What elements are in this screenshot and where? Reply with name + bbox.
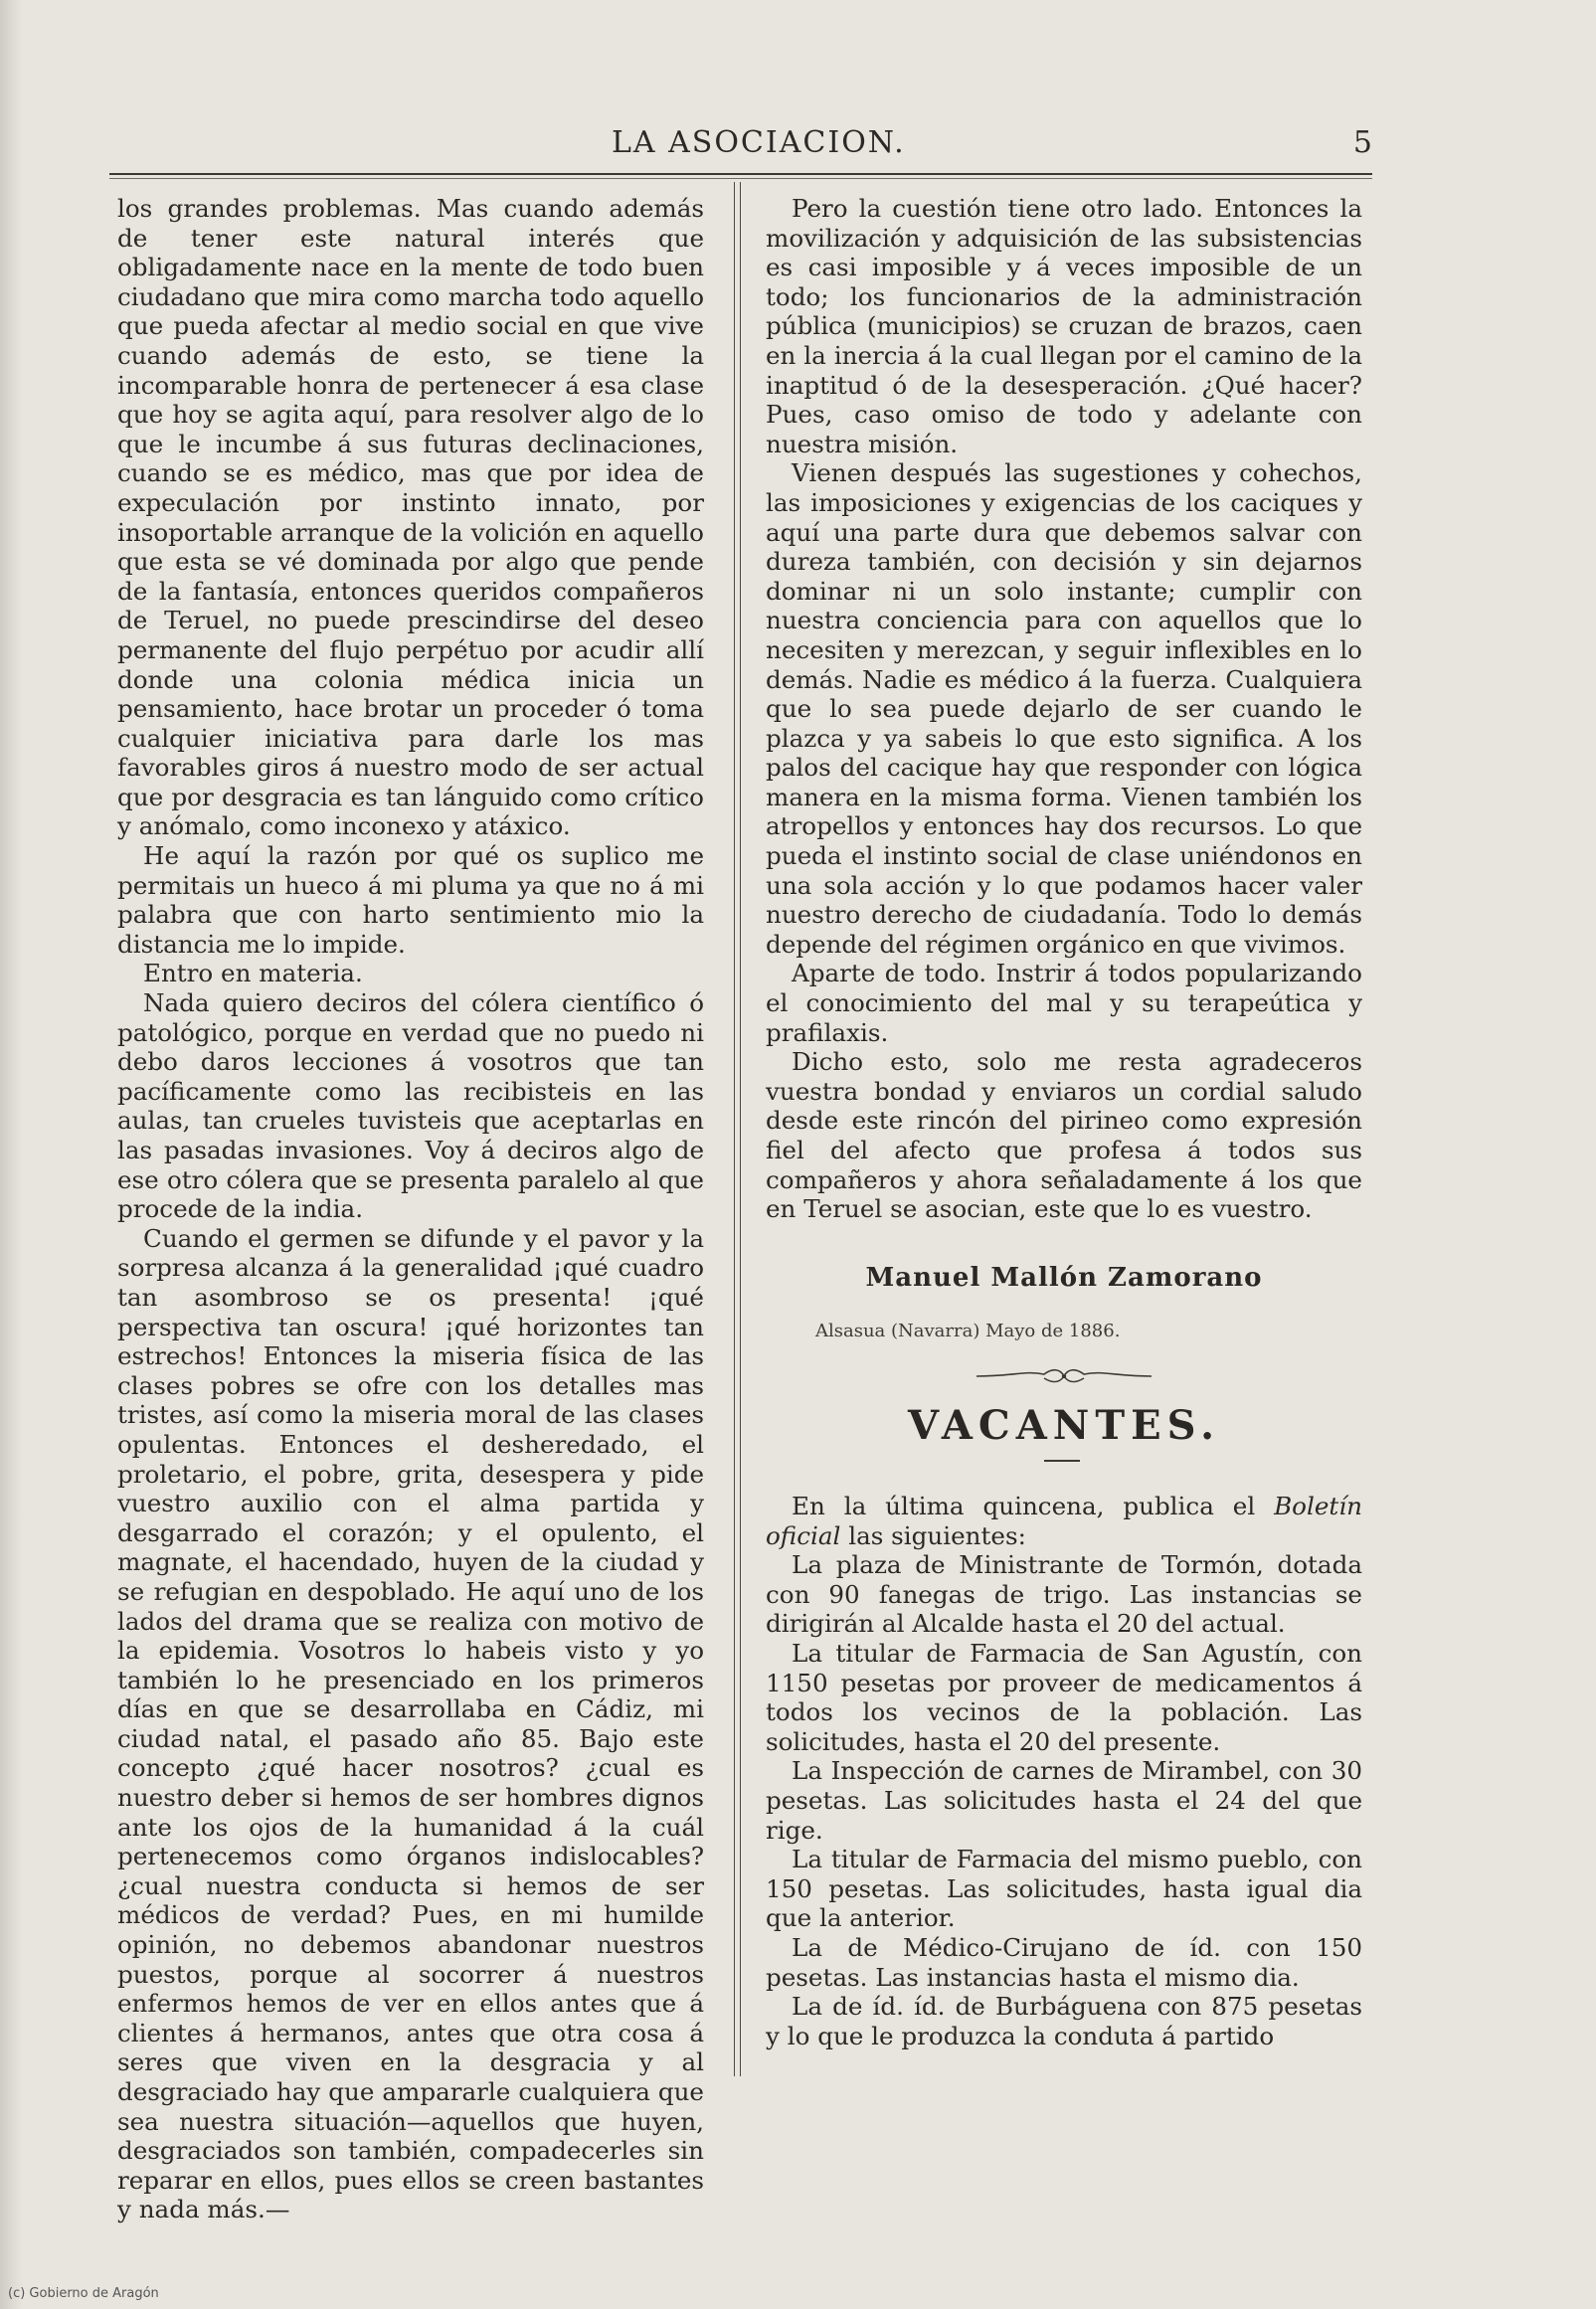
column-divider bbox=[734, 182, 741, 2076]
paragraph: Entro en materia. bbox=[143, 959, 363, 988]
paragraph: los grandes problemas. Mas cuando además de tener este natural interés que obligadamente nace en la mente de todo buen ciudadano que mira como marcha todo aquello que pueda afectar al medio social en que vive cuando además de esto, se tiene la incomparable honra de pertenecer á esa clase que hoy se agita aquí, para resolver algo de lo que le incumbe á sus futuras declinaciones, cuando se es médico, mas que por idea de expeculación por instinto innato, por insoportable arranque de la volición en aquello que esta se vé dominada por algo que pende de la fantasía, entonces queridos compañeros de Teruel, no puede prescindirse del deseo permanente del flujo perpétuo por acudir allí donde una colonia médica inicia un pensamiento, hace brotar un proceder ó toma cualquier iniciativa para darle los mas favorables giros á nuestro modo de ser actual que por desgracia es tan lánguido como crítico y anómalo, como inconexo y atáxico. bbox=[117, 194, 704, 841]
vacancy-item: La plaza de Ministrante de Tormón, dotada con 90 fanegas de trigo. Las instancias se dirigirán al Alcalde hasta el 20 del actual. bbox=[766, 1550, 1362, 1639]
paragraph: Nada quiero deciros del cólera científico ó patológico, porque en verdad que no puedo ni debo daros lecciones á vosotros que tan pacíficamente como las recibisteis en las aulas, tan crueles tuvisteis que aceptarlas en las pasadas invasiones. Voy á deciros algo de ese otro cólera que se presenta paralelo al que procede de la india. bbox=[117, 988, 704, 1224]
section-rule bbox=[1044, 1460, 1080, 1462]
author-signature: Manuel Mallón Zamorano bbox=[865, 1263, 1263, 1293]
paragraph: Pero la cuestión tiene otro lado. Entonces la movilización y adquisición de las subsistencias es casi imposible y á veces imposible de un todo; los funcionarios de la administración pública (municipios) se cruzan de brazos, caen en la inercia á la cual llegan por el camino de la inaptitud ó de la desesperación. ¿Qué hacer? Pues, caso omiso de todo y adelante con nuestra misión. bbox=[766, 194, 1362, 458]
dateline: Alsasua (Navarra) Mayo de 1886. bbox=[815, 1321, 1121, 1341]
vacancy-item: La de íd. íd. de Burbáguena con 875 pesetas y lo que le produzca la conduta á partido bbox=[766, 1992, 1362, 2050]
left-column bbox=[117, 194, 704, 2224]
paragraph: Vienen después las sugestiones y cohechos, las imposiciones y exigencias de los caciques y aquí una parte dura que debemos salvar con dureza también, con decisión y sin dejarnos dominar ni un solo instante; cumplir con nuestra conciencia para con aquellos que lo necesiten y merezcan, y seguir inflexibles en lo demás. Nadie es médico á la fuerza. Cualquiera que lo sea puede dejarlo de ser cuando le plazca y ya sabeis lo que esto significa. A los palos del cacique hay que responder con lógica manera en la misma forma. Vienen también los atropellos y entonces hay dos recursos. Lo que pueda el instinto social de clase uniéndonos en una sola acción y lo que podamos hacer valer nuestro derecho de ciudadanía. Todo lo demás depende del régimen orgánico en que vivimos. bbox=[766, 458, 1362, 959]
ornament-divider-icon bbox=[975, 1364, 1153, 1388]
page-header bbox=[109, 117, 1372, 167]
vacancy-item: La titular de Farmacia de San Agustín, con 1150 pesetas por proveer de medicamentos á todos los vecinos de la población. Las solicitudes, hasta el 20 del presente. bbox=[766, 1638, 1362, 1756]
vacancy-item: La titular de Farmacia del mismo pueblo, con 150 pesetas. Las solicitudes, hasta igual dia que la anterior. bbox=[766, 1845, 1362, 1933]
page-edge-shadow bbox=[0, 0, 22, 2309]
section-title: VACANTES. bbox=[907, 1402, 1221, 1449]
paragraph: Aparte de todo. Instrir á todos popularizando el conocimiento del mal y su terapeútica y prafilaxis. bbox=[766, 959, 1362, 1047]
vacantes-intro bbox=[766, 1492, 1362, 1550]
running-title: LA ASOCIACION. bbox=[612, 125, 906, 160]
intro-text: las siguientes: bbox=[840, 1520, 1026, 1550]
header-rule bbox=[109, 173, 1372, 179]
vacancy-item: La Inspección de carnes de Mirambel, con 30 pesetas. Las solicitudes hasta el 24 del que rige. bbox=[766, 1756, 1362, 1845]
publication-name: Boletín oficial bbox=[766, 1492, 1362, 1550]
paragraph: He aquí la razón por qué os suplico me permitais un hueco á mi pluma ya que no á mi palabra que con harto sentimiento mio la distancia me lo impide. bbox=[117, 841, 704, 959]
paragraph: Dicho esto, solo me resta agradeceros vuestra bondad y enviaros un cordial saludo desde este rincón del pirineo como expresión fiel del afecto que profesa á todos sus compañeros y ahora señaladamente á los que en Teruel se asocian, este que lo es vuestro. bbox=[766, 1047, 1362, 1224]
copyright-watermark: (c) Gobierno de Aragón bbox=[8, 2286, 159, 2301]
paragraph: Cuando el germen se difunde y el pavor y la sorpresa alcanza á la generalidad ¡qué cuadro tan asombroso se os presenta! ¡qué perspectiva tan oscura! ¡qué horizontes tan estrechos! Entonces la miseria física de las clases pobres se ofre con los detalles mas tristes, así como la miseria moral de las clases opulentas. Entonces el desheredado, el proletario, el pobre, grita, desespera y pide vuestro auxilio con el alma partida y desgarrado el corazón; y el opulento, el magnate, el hacendado, huyen de la ciudad y se refugian en despoblado. He aquí uno de los lados del drama que se realiza con motivo de la epidemia. Vosotros lo habeis visto y yo también lo he presenciado en los primeros días en que se desarrollaba en Cádiz, mi ciudad natal, el pasado año 85. Bajo este concepto ¿qué hacer nosotros? ¿cual es nuestro deber si hemos de ser hombres dignos ante los ojos de la humanidad á la cuál pertenecemos como órganos indislocables? ¿cual nuestra conducta si hemos de ser médicos de verdad? Pues, en mi humilde opinión, no debemos abandonar nuestros puestos, porque al socorrer á nuestros enfermos hemos de ver en ellos antes que á clientes á hermanos, antes que otra cosa á seres que viven en la desgracia y al desgraciado hay que ampararle cualquiera que sea nuestra situación—aquellos que huyen, desgraciados son también, compadecerles sin reparar en ellos, pues ellos se creen bastantes y nada más.— bbox=[117, 1223, 704, 2224]
intro-text: En la última quincena, publica el bbox=[792, 1492, 1275, 1520]
vacancy-item: La de Médico-Cirujano de íd. con 150 pesetas. Las instancias hasta el mismo dia. bbox=[766, 1932, 1362, 1992]
vacantes-list bbox=[766, 1492, 1362, 2050]
page-number: 5 bbox=[1352, 125, 1372, 160]
right-column-letter bbox=[766, 194, 1362, 1224]
